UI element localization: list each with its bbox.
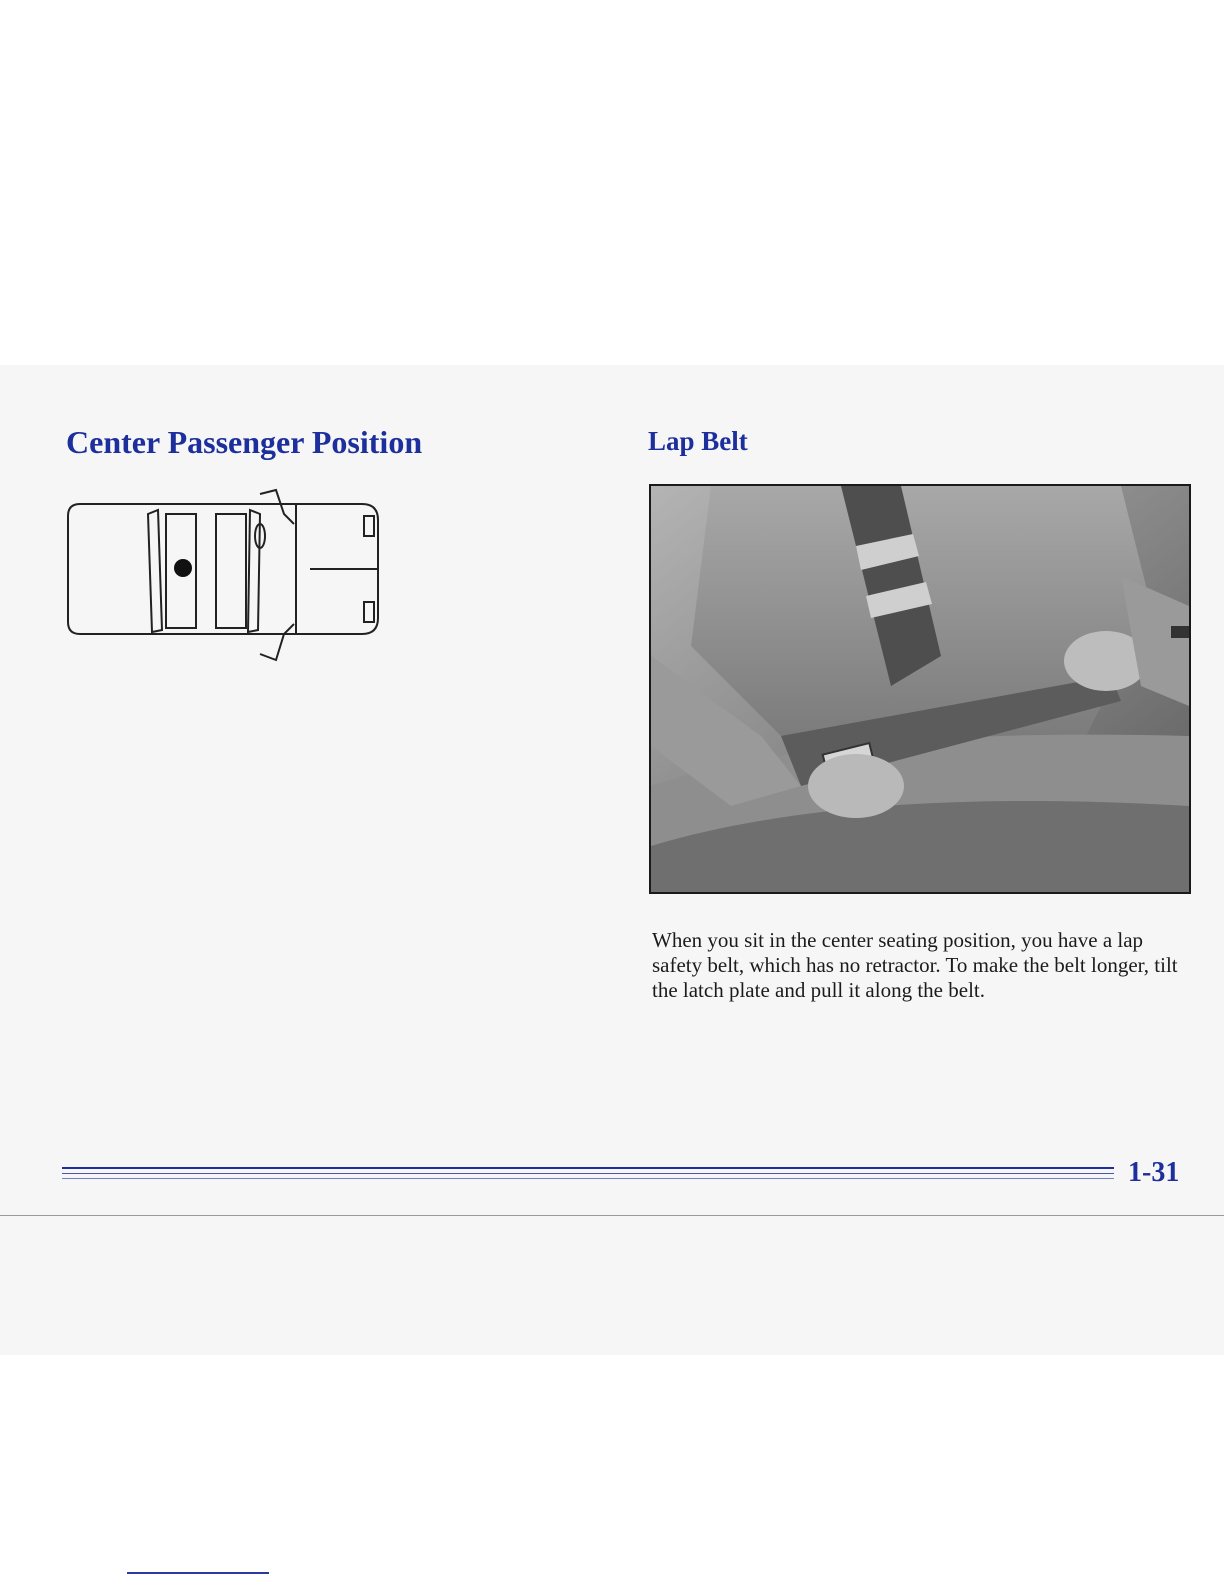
- lap-belt-illustration: [649, 484, 1191, 894]
- section-heading-center-passenger: Center Passenger Position: [66, 424, 423, 460]
- footer-rule: [62, 1167, 1114, 1169]
- lap-belt-paragraph: When you sit in the center seating position, you have a lap safety belt, which has no retractor. To make the belt longer, tilt the latch plate and pull it along the belt.: [652, 928, 1178, 1002]
- page-edge-divider: [0, 1215, 1224, 1216]
- footer-rule-thin: [62, 1173, 1114, 1174]
- section-heading-lap-belt: Lap Belt: [648, 426, 748, 456]
- footer-rule-thin-lower: [62, 1178, 1114, 1179]
- stray-underline: [127, 1572, 269, 1574]
- vehicle-top-view-icon: [62, 484, 398, 668]
- page-number: 1-31: [1128, 1157, 1180, 1188]
